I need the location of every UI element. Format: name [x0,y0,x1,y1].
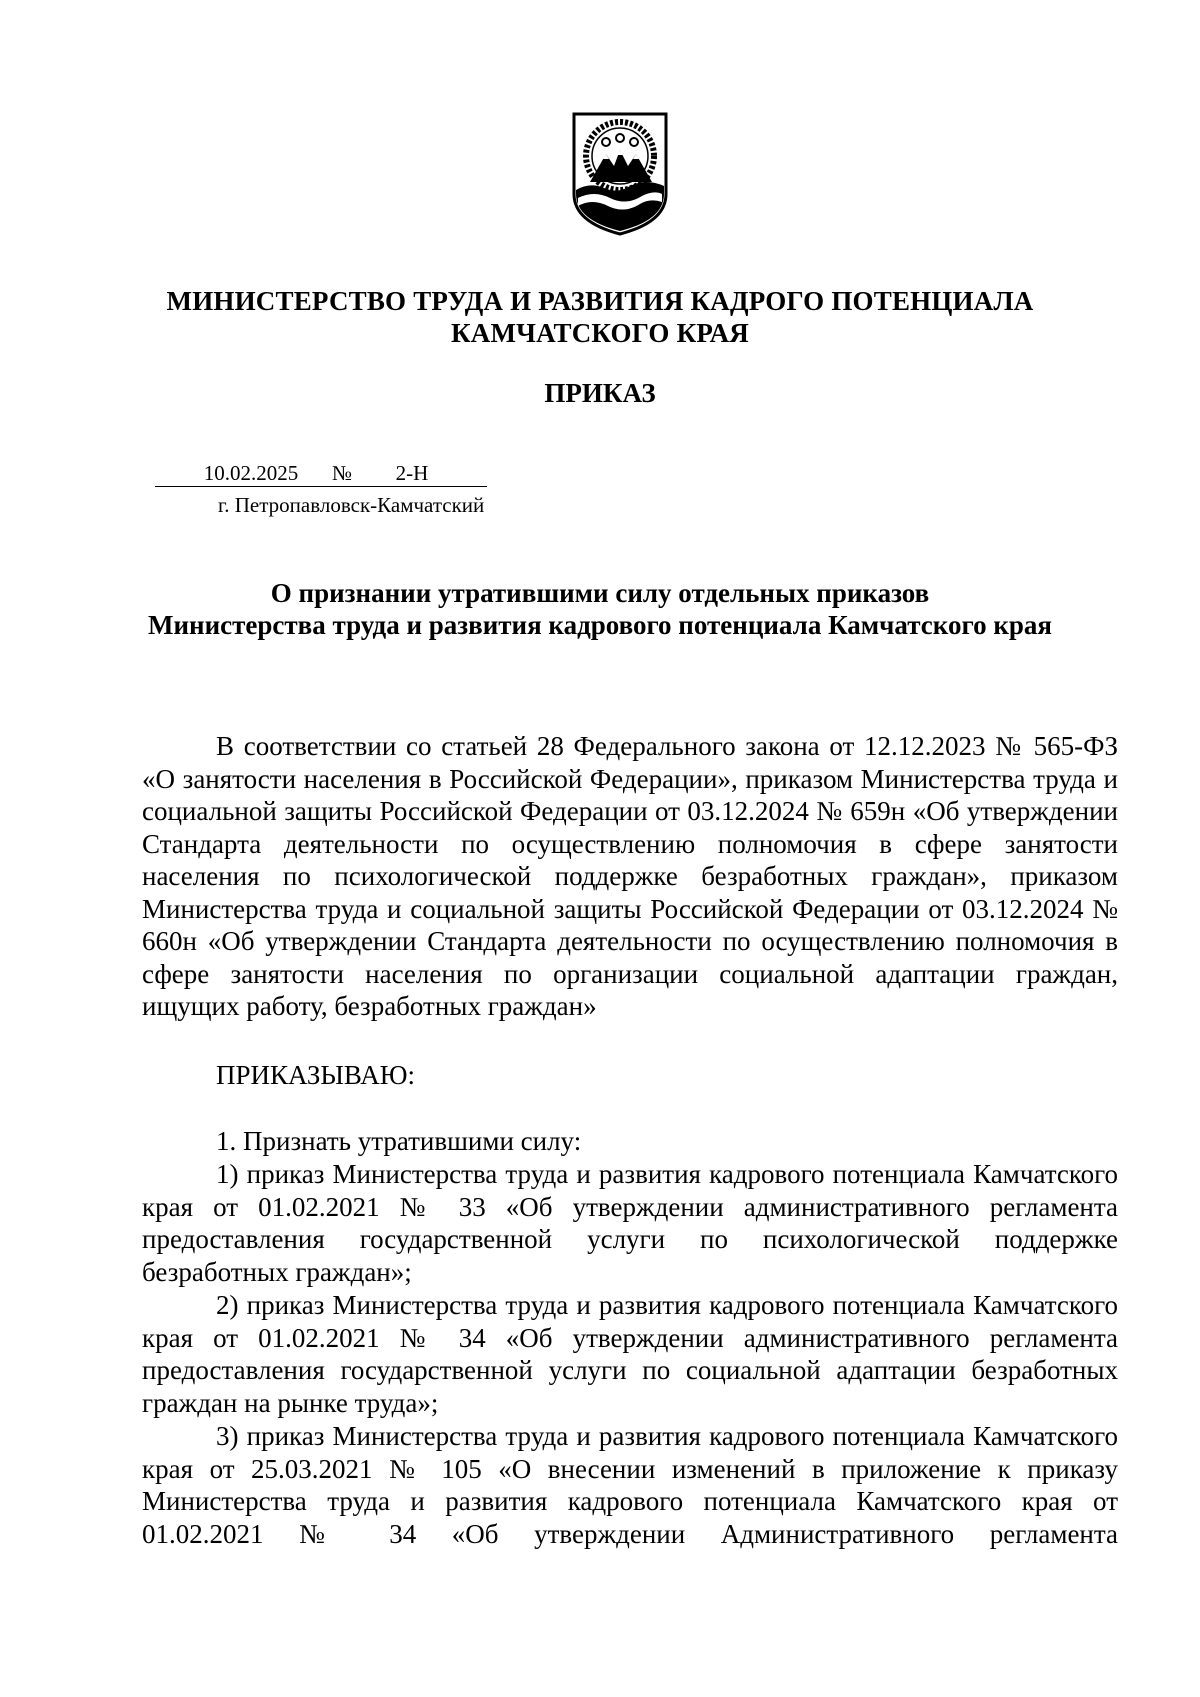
number-sign: № [327,460,357,487]
list-item: 3) приказ Министерства труда и развития кадрового потенциала Камчатского края от 25.03.2021 № 105 «О внесении изменений в приложение к приказу Министерства труда и развития кадрового потенциала Камчатского края от 01.02.2021 № 34 «Об утверждении Административного регламента [142,1421,1118,1549]
list-item: 2) приказ Министерства труда и развития кадрового потенциала Камчатского края от 01.02.2021 № 34 «Об утверждении административного регламента предоставления государственной услуги по социальной адаптации безработных граждан на рынке труда»; [142,1290,1118,1418]
list-item: 1) приказ Министерства труда и развития кадрового потенциала Камчатского края от 01.02.2021 № 33 «Об утверждении административного регламента предоставления государственной услуги по психологической поддержке безработных граждан»; [142,1159,1118,1287]
document-date: 10.02.2025 [155,460,327,487]
document-type: ПРИКАЗ [544,378,656,408]
kamchatka-coat-of-arms-icon [570,110,670,238]
organization-name-line1: МИНИСТЕРСТВО ТРУДА И РАЗВИТИЯ КАДРОГО ПОТЕНЦИАЛА [166,286,1034,316]
organization-name-line2: КАМЧАТСКОГО КРАЯ [451,318,749,348]
subject-line1: О признании утратившими силу отдельных приказов [270,578,930,608]
subject-line2: Министерства труда и развития кадрового потенциала Камчатского края [148,610,1052,640]
document-number: 2-Н [357,460,487,487]
order-word: ПРИКАЗЫВАЮ: [216,1060,415,1090]
document-date-number [155,460,487,486]
document-city: г. Петропавловск-Камчатский [218,493,485,517]
preamble-paragraph: В соответствии со статьей 28 Федерального закона от 12.12.2023 № 565-ФЗ «О занятости населения в Российской Федерации», приказом Министерства труда и социальной защиты Российской Федерации от 03.12.2024 № 659н «Об утверждении Стандарта деятельности по осуществлению полномочия в сфере занятости населения по психологической поддержке безработных граждан», приказом Министерства труда и социальной защиты Российской Федерации от 03.12.2024 № 660н «Об утверждении Стандарта деятельности по осуществлению полномочия в сфере занятости населения по организации социальной адаптации граждан, ищущих работу, безработных граждан» [142,731,1118,1021]
item-1-title: 1. Признать утратившими силу: [216,1126,582,1156]
